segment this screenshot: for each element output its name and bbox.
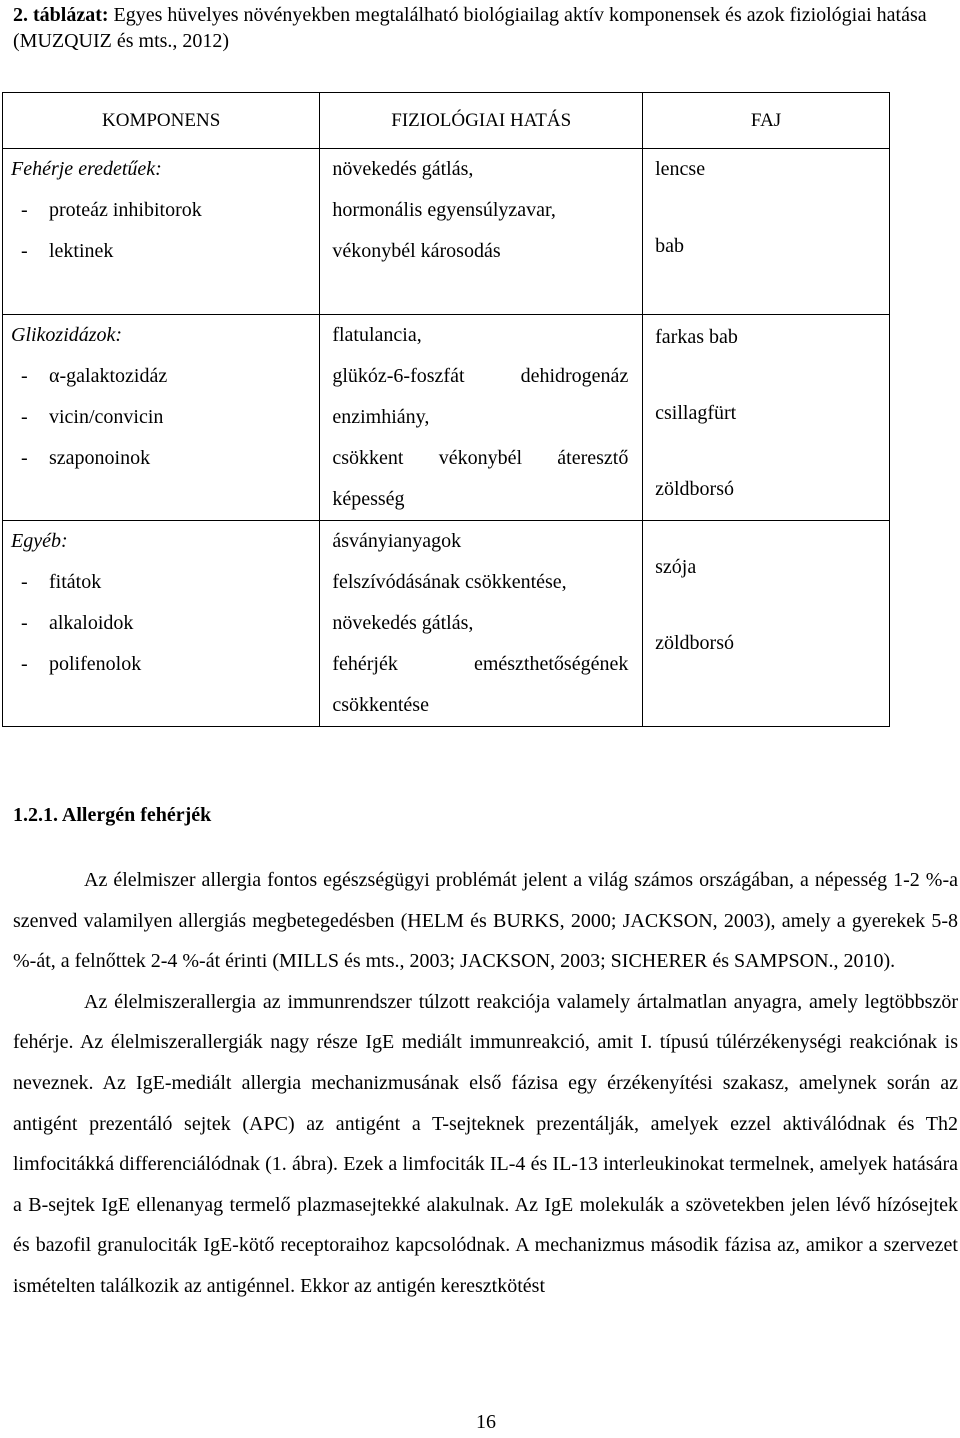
list-item: - proteáz inhibitorok — [21, 199, 202, 221]
item-text: polifenolok — [49, 653, 142, 675]
species-name: lencse — [655, 158, 706, 180]
species-name: zöldborsó — [655, 478, 735, 500]
header-component: KOMPONENS — [3, 93, 320, 149]
species-name: szója — [655, 556, 697, 578]
item-text: szaponoinok — [49, 447, 151, 469]
species-cell — [643, 521, 890, 727]
item-text: fitátok — [49, 571, 102, 593]
table-caption — [13, 2, 953, 54]
table-row — [3, 521, 890, 727]
effect-line: flatulancia, — [332, 324, 422, 346]
effect-line: csökkent vékonybél áteresztő — [332, 447, 629, 469]
header-effect: FIZIOLÓGIAI HATÁS — [320, 93, 643, 149]
list-item: - polifenolok — [21, 653, 142, 675]
component-cell — [3, 315, 320, 521]
effect-cell — [320, 149, 643, 315]
list-item: - vicin/convicin — [21, 406, 164, 428]
component-cell — [3, 521, 320, 727]
body-text — [13, 860, 958, 1307]
item-text: alkaloidok — [49, 612, 134, 634]
group-label: Glikozidázok: — [11, 324, 123, 346]
effect-line: glükóz-6-foszfát dehidrogenáz — [332, 365, 629, 387]
effect-line: növekedés gátlás, — [332, 612, 474, 634]
list-item: - fitátok — [21, 571, 102, 593]
table-row — [3, 315, 890, 521]
effect-line: növekedés gátlás, — [332, 158, 474, 180]
species-name: bab — [655, 235, 685, 257]
item-text: α-galaktozidáz — [49, 365, 168, 387]
paragraph: Az élelmiszer allergia fontos egészségügyi problémát jelent a világ számos országában, a népesség 1-2 %-a szenved valamilyen allergiás megbetegedésben (HELM és BURKS, 2000; JACKSON, 2003), amely a gyerekek 5-8 %-át, a felnőttek 2-4 %-át érinti (MILLS és mts., 2003; JACKSON, 2003; SICHERER és SAMPSON., 2010). — [13, 869, 958, 973]
table-row — [3, 149, 890, 315]
species-cell — [643, 315, 890, 521]
species-name: zöldborsó — [655, 632, 735, 654]
effect-line: ásványianyagok — [332, 530, 462, 552]
list-item: - lektinek — [21, 240, 114, 262]
list-item: - alkaloidok — [21, 612, 134, 634]
item-text: lektinek — [49, 240, 114, 262]
caption-text: Egyes hüvelyes növényekben megtalálható biológiailag aktív komponensek és azok fiziológiai hatása (MUZQUIZ és mts., 2012) — [13, 4, 927, 52]
effect-line: vékonybél károsodás — [332, 240, 501, 262]
group-label: Egyéb: — [11, 530, 68, 552]
group-label: Fehérje eredetűek: — [11, 158, 162, 180]
species-name: farkas bab — [655, 326, 738, 348]
effect-cell — [320, 521, 643, 727]
item-text: proteáz inhibitorok — [49, 199, 202, 221]
paragraph: Az élelmiszerallergia az immunrendszer túlzott reakciója valamely ártalmatlan anyagra, amely legtöbbször fehérje. Az élelmiszerallergiák nagy része IgE mediált immunreakció, amit I. típusú túlérzékenységi reakciónak is neveznek. Az IgE-mediált allergia mechanizmusának első fázisa egy érzékenyítési szakasz, amelynek során az antigént prezentáló sejtek (APC) az antigént a T-sejteknek prezentálják, amelyek ezzel aktiválódnak és Th2 limfocitákká differenciálódnak (1. ábra). Ezek a limfociták IL-4 és IL-13 interleukinokat termelnek, amelyek hatására a B-sejtek IgE ellenanyag termelő plazmasejtekké alakulnak. Az IgE molekulák a szövetekben jelen lévő hízósejtek és bazofil granulociták IgE-kötő receptoraihoz kapcsolódnak. A mechanizmus második fázisa az, amikor a szervezet ismételten találkozik az antigénnel. Ekkor az antigén keresztkötést — [13, 990, 958, 1297]
effect-line: fehérjék emészthetőségének — [332, 653, 629, 675]
effect-line: felszívódásának csökkentése, — [332, 571, 567, 593]
component-cell — [3, 149, 320, 315]
effect-line: enzimhiány, — [332, 406, 430, 428]
caption-label: 2. táblázat: — [13, 4, 109, 26]
species-cell — [643, 149, 890, 315]
section-heading: 1.2.1. Allergén fehérjék — [13, 804, 212, 826]
table-header-row — [3, 93, 890, 149]
effect-line: képesség — [332, 488, 405, 510]
header-species: FAJ — [643, 93, 890, 149]
page-number: 16 — [476, 1411, 496, 1433]
effect-cell — [320, 315, 643, 521]
components-table — [2, 92, 890, 727]
effect-line: csökkentése — [332, 694, 429, 716]
species-name: csillagfürt — [655, 402, 737, 424]
effect-line: hormonális egyensúlyzavar, — [332, 199, 556, 221]
list-item: - szaponoinok — [21, 447, 151, 469]
item-text: vicin/convicin — [49, 406, 164, 428]
list-item: - α-galaktozidáz — [21, 365, 168, 387]
